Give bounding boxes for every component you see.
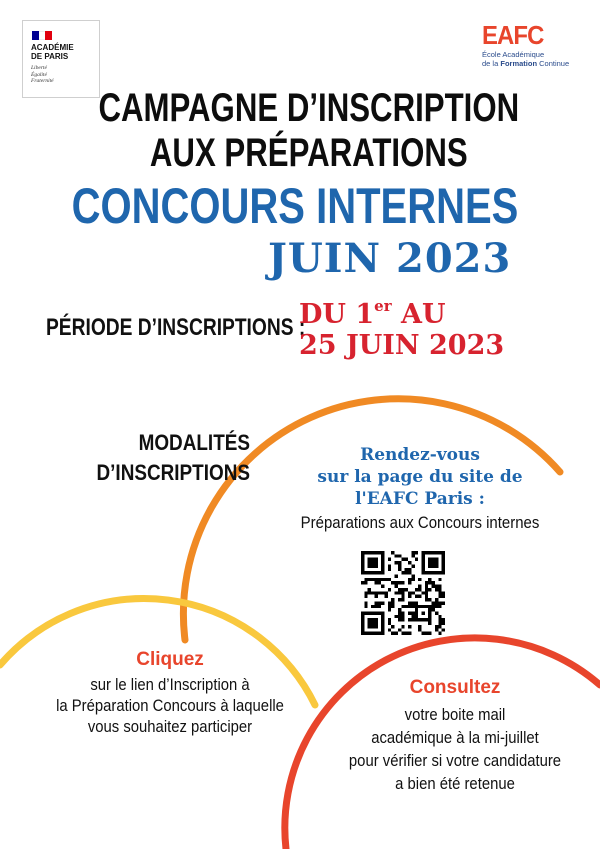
consultez-block — [315, 676, 595, 796]
academie-name: ACADÉMIE DE PARIS — [31, 43, 74, 61]
rendez-vous-block — [270, 444, 570, 535]
periode-dates: DU 1er AU 25 JUIN 2023 — [299, 297, 505, 361]
cliquez-title: Cliquez — [136, 649, 204, 670]
consultez-text: votre boite mail académique à la mi-juillet pour vérifier si votre candidature a bien été retenue — [348, 706, 562, 793]
cliquez-block — [20, 648, 320, 738]
title-date: JUIN 2023 — [268, 235, 512, 282]
french-flag-icon — [32, 31, 52, 40]
preparations-link-text: Préparations aux Concours internes — [300, 513, 540, 532]
modalites-heading: MODALITÉS D’INSCRIPTIONS — [96, 430, 250, 485]
title-line-2: AUX PRÉPARATIONS — [149, 131, 468, 175]
eafc-logo-mark: EAFC — [482, 20, 544, 50]
cliquez-text: sur le lien d’Inscription à la Préparation Concours à laquelle vous souhaitez participer — [56, 676, 284, 736]
eafc-logo-subtitle: École Académique de la Formation Continue — [482, 50, 570, 68]
consultez-title: Consultez — [409, 677, 501, 698]
eafc-logo — [482, 20, 578, 80]
republic-motto: Liberté Égalité Fraternité — [31, 65, 54, 84]
title-concours-internes: CONCOURS INTERNES — [71, 178, 519, 234]
rendez-vous-heading: Rendez-vous sur la page du site de l'EAFC Paris : — [317, 445, 523, 509]
title-line-1: CAMPAGNE D’INSCRIPTION — [98, 86, 520, 130]
periode-label: PÉRIODE D’INSCRIPTIONS : — [46, 314, 306, 341]
qr-code-icon — [361, 551, 445, 635]
